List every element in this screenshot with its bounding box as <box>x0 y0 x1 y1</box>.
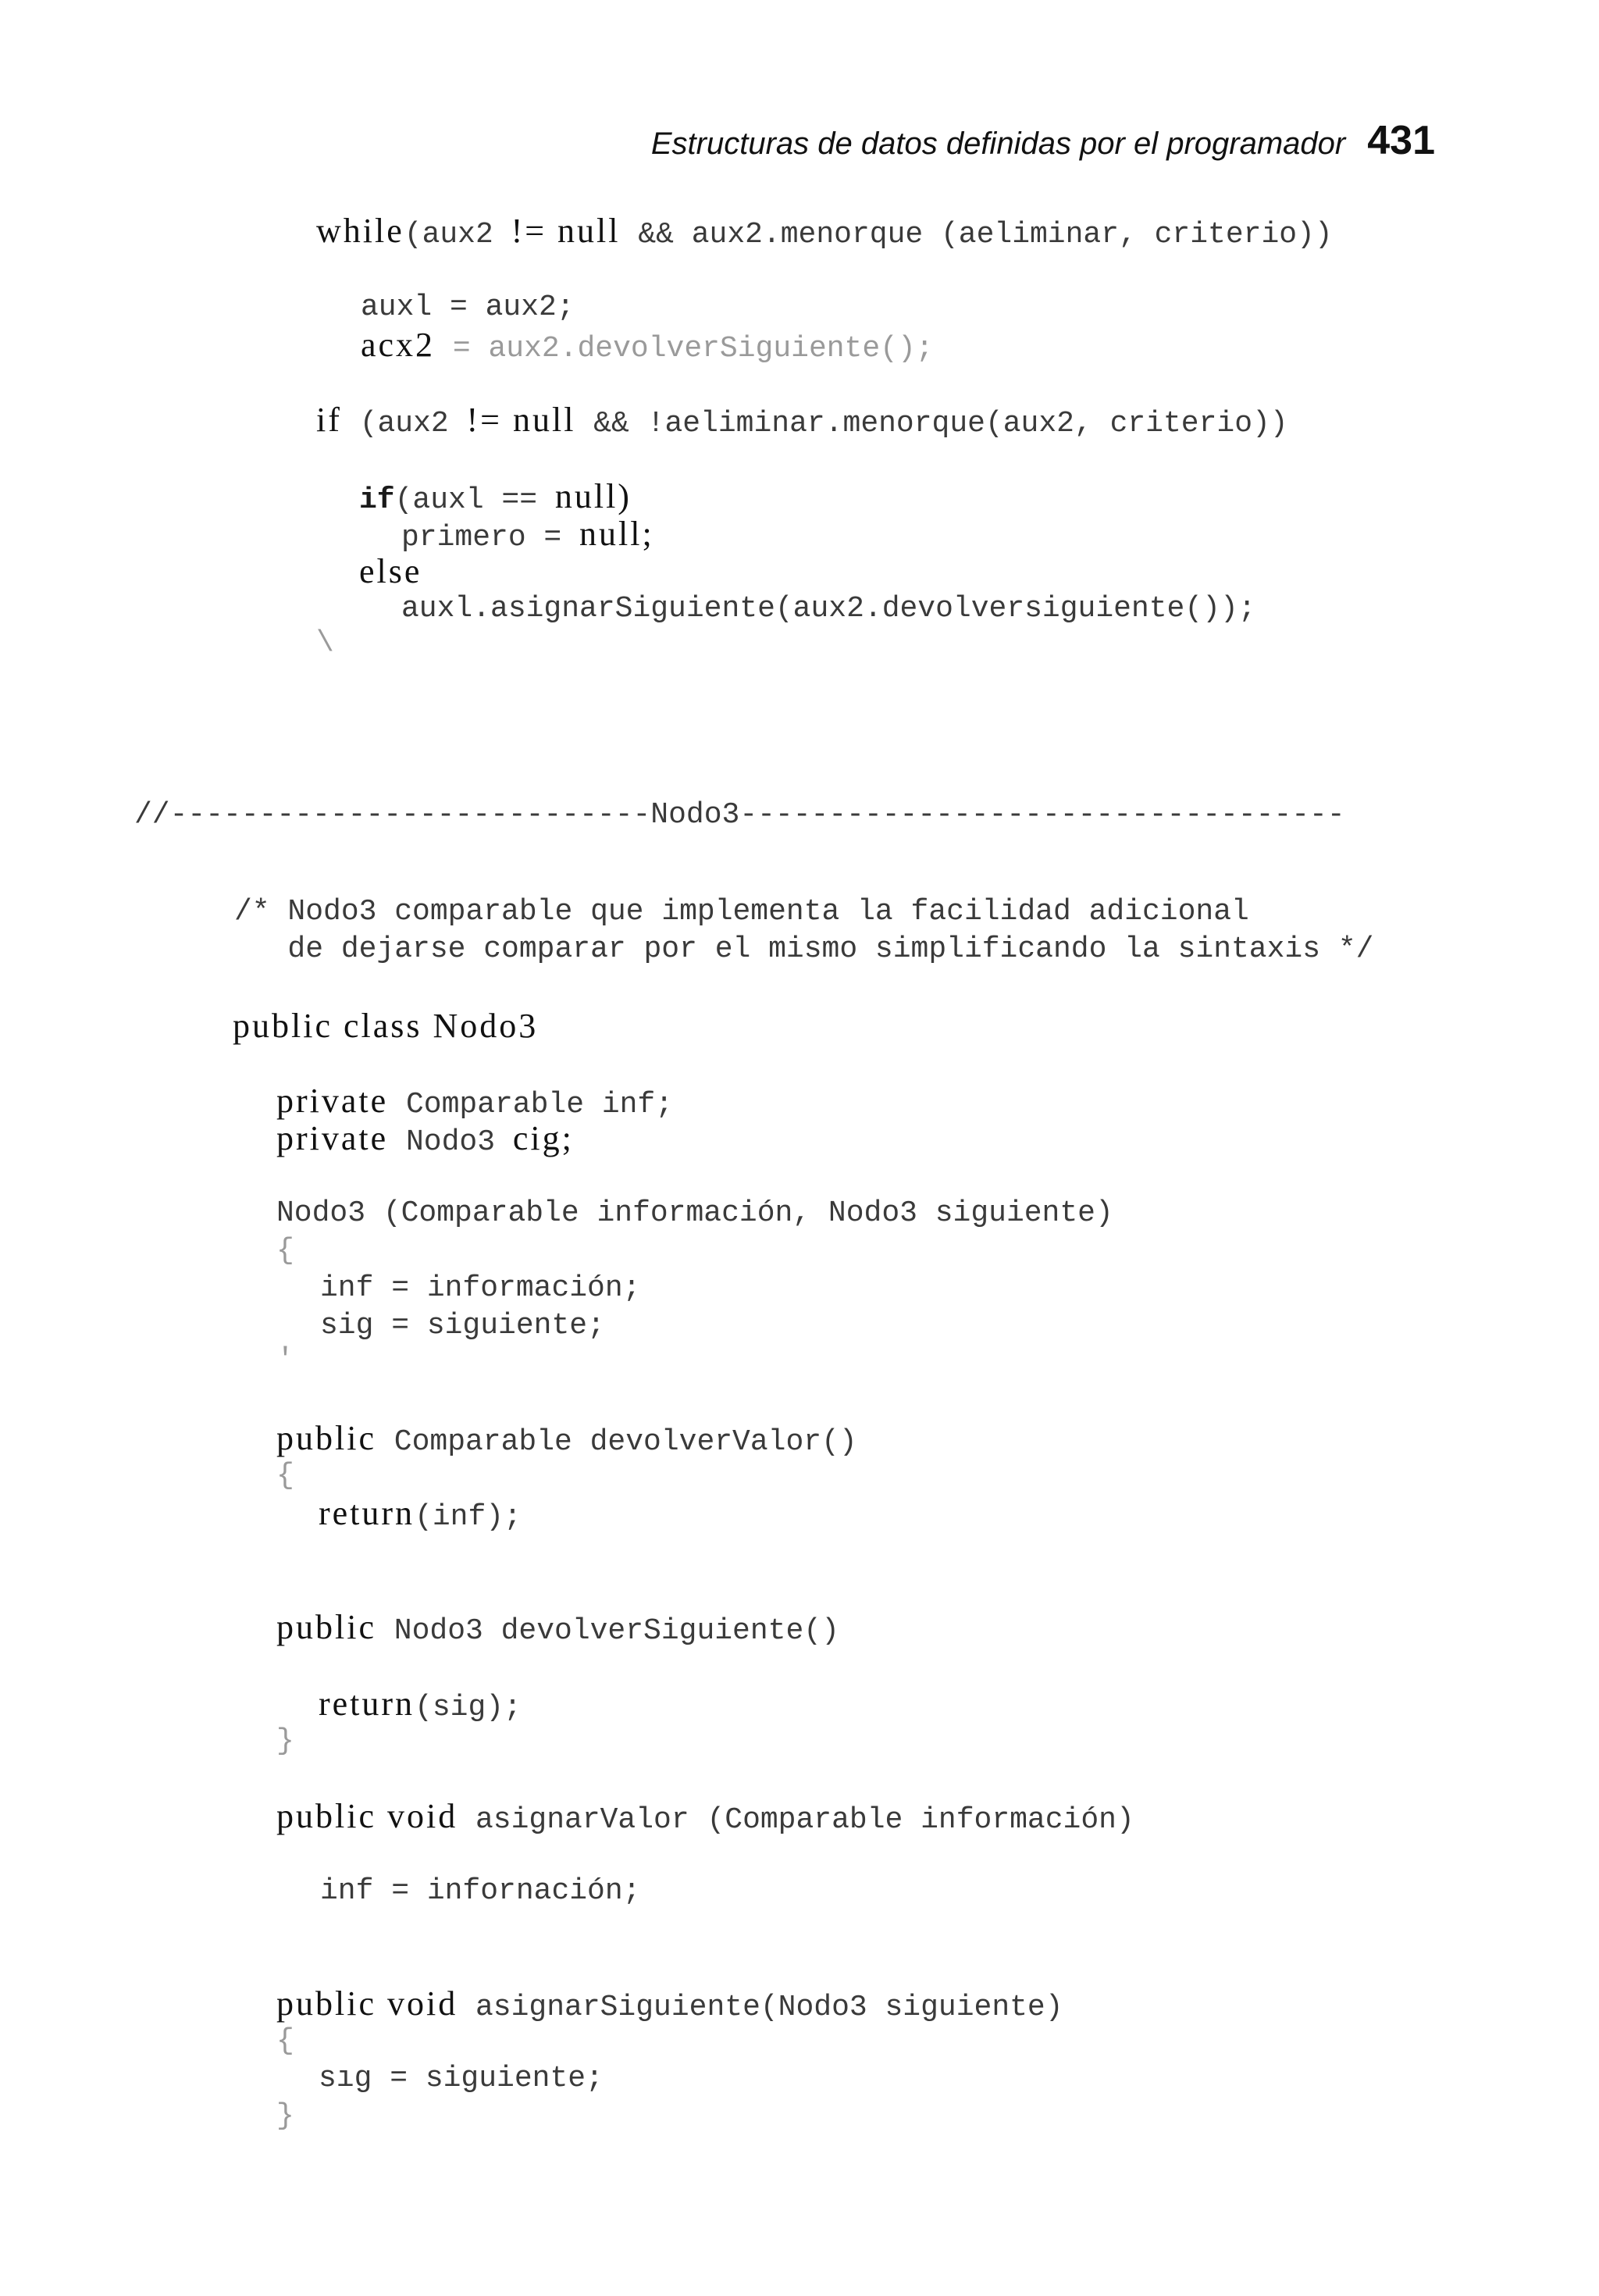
constructor-declaration: Nodo3 (Comparable información, Nodo3 siguiente) <box>276 1196 1113 1230</box>
code-text: asignarValor (Comparable información) <box>458 1803 1134 1837</box>
code-line <box>319 1495 522 1536</box>
code-text: primero = <box>401 521 580 554</box>
field-declaration <box>276 1082 673 1124</box>
code-text: (inf); <box>415 1500 522 1534</box>
code-line: { <box>276 1459 294 1492</box>
code-line: sıg = siguiente; <box>319 2062 604 2095</box>
code-text: && !aeliminar.menorque(aux2, criterio)) <box>575 407 1288 440</box>
code-text: Comparable inf; <box>388 1088 674 1121</box>
code-line: ' <box>276 1343 294 1377</box>
code-line-if <box>316 401 1288 443</box>
code-text: = aux2.devolverSiguiente(); <box>435 332 934 365</box>
keyword: public <box>276 1608 376 1646</box>
code-text: (auxl == <box>394 483 555 517</box>
code-line: inf = infornación; <box>320 1874 641 1908</box>
comment-line: /* Nodo3 comparable que implementa la facilidad adicional <box>234 895 1249 929</box>
code-text: (sig); <box>415 1691 522 1724</box>
page-number: 431 <box>1367 118 1435 163</box>
keyword: private <box>276 1119 389 1157</box>
code-text: acx2 <box>361 326 436 364</box>
method-declaration <box>276 1609 839 1650</box>
keyword: public <box>276 1419 376 1457</box>
keyword: return <box>319 1685 415 1723</box>
method-declaration <box>276 1798 1134 1839</box>
code-line <box>319 1685 522 1727</box>
code-text: asignarSiguiente(Nodo3 siguiente) <box>458 1991 1063 2024</box>
code-text: && aux2.menorque (aeliminar, criterio)) <box>620 218 1333 251</box>
code-line: } <box>276 2099 294 2133</box>
code-text: cig; <box>512 1119 574 1157</box>
keyword: public void <box>276 1984 458 2023</box>
code-line: inf = información; <box>320 1271 641 1305</box>
code-text: Nodo3 devolverSiguiente() <box>376 1614 839 1648</box>
field-declaration <box>276 1120 574 1161</box>
code-line: auxl.asignarSiguiente(aux2.devolversiguiente()); <box>401 592 1256 626</box>
keyword: null; <box>579 515 654 553</box>
keyword: null) <box>554 477 632 515</box>
code-line: { <box>276 2024 294 2058</box>
code-line-else: else <box>359 552 422 590</box>
section-separator: //---------------------------Nodo3---------------------------------- <box>134 798 1345 832</box>
code-line: auxl = aux2; <box>361 291 575 324</box>
code-line: } <box>276 1724 294 1758</box>
keyword: != null <box>466 401 576 439</box>
code-line: sig = siguiente; <box>320 1309 605 1342</box>
running-head-title: Estructuras de datos definidas por el programador <box>650 127 1346 161</box>
code-text: (aux2 <box>341 407 467 440</box>
keyword: return <box>319 1494 415 1532</box>
keyword: while <box>316 212 404 250</box>
code-line <box>361 326 934 368</box>
keyword: if <box>359 483 395 517</box>
code-text: Nodo3 <box>388 1125 513 1159</box>
code-line <box>401 515 654 557</box>
comment-line: de dejarse comparar por el mismo simplificando la sintaxis */ <box>234 932 1374 966</box>
keyword: if <box>316 401 342 439</box>
class-declaration: public class Nodo3 <box>233 1007 539 1045</box>
code-line: \ <box>316 626 334 660</box>
keyword: != null <box>511 212 621 250</box>
keyword: public void <box>276 1797 458 1835</box>
method-declaration <box>276 1985 1063 2027</box>
code-text: (aux2 <box>404 218 511 251</box>
code-text: Comparable devolverValor() <box>376 1425 857 1459</box>
code-line: { <box>276 1234 294 1267</box>
keyword: private <box>276 1082 389 1120</box>
code-line-if <box>359 478 632 519</box>
page-header <box>651 117 1435 164</box>
code-line-while <box>316 212 1333 254</box>
method-declaration <box>276 1420 857 1461</box>
